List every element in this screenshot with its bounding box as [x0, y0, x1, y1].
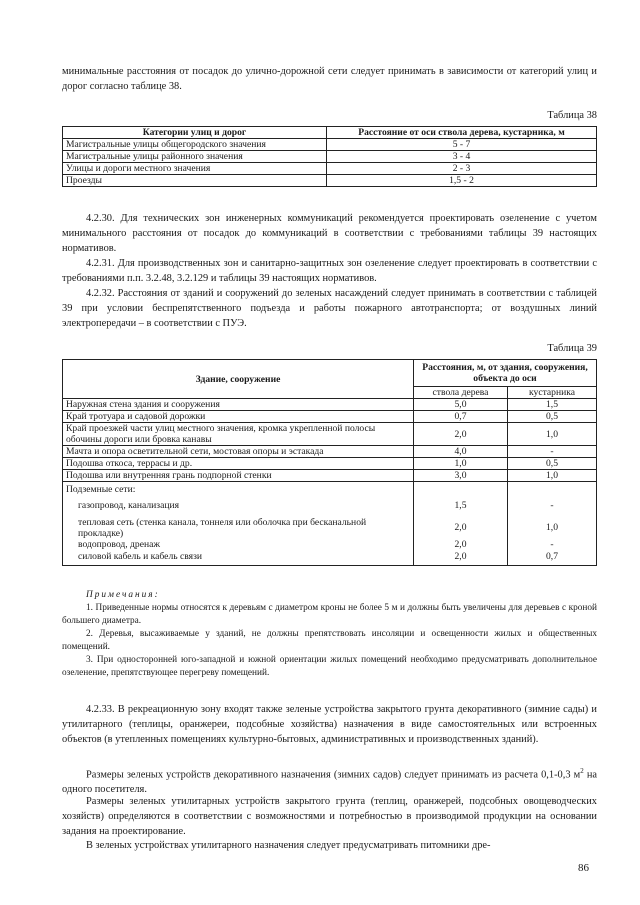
table38-cell: 5 - 7: [327, 139, 597, 151]
paragraph-4-2-32: 4.2.32. Расстояния от зданий и сооружений до зеленых насаждений следует принимать в соответствии с таблицей 39 при условии беспрепятственного подъезда и работы пожарного автотранспорта; от воздушных линий электропередачи – в соответствии с ПУЭ.: [62, 288, 597, 329]
table38-header-category: Категории улиц и дорог: [63, 127, 327, 139]
table38-header-distance: Расстояние от оси ствола дерева, кустарника, м: [327, 127, 597, 139]
table39-cell-tree: 0,7: [414, 411, 508, 423]
note-item: 1. Приведенные нормы относятся к деревьям с диаметром кроны не более 5 м и должны быть увеличены для деревьев с кроной большего диаметра.: [62, 603, 597, 626]
table-row: [63, 446, 597, 458]
paragraph-4-2-30: 4.2.30. Для технических зон инженерных коммуникаций рекомендуется проектировать озеленение с учетом минимального расстояния от посадок до коммуникаций в соответствии с требованиями таблицы 39 настоящих нормативов.: [62, 213, 597, 254]
table-39: [62, 359, 597, 566]
table39-header-distance: Расстояния, м, от здания, сооружения, объекта до оси: [414, 360, 597, 387]
paragraph-utilitarian: Размеры зеленых утилитарных устройств закрытого грунта (теплиц, оранжерей, подсобных овощеводческих хозяйств) определяются в соответствии с возможностями и потребностью в производимой продукции на основании задания на проектирование.: [62, 796, 597, 837]
table39-header-row: [63, 360, 597, 387]
network-tree-value: 2,0: [454, 551, 467, 562]
table38-cell: Магистральные улицы районного значения: [63, 151, 327, 163]
table38-caption: Таблица 38: [547, 110, 597, 121]
table39-cell-name: Подошва или внутренняя грань подпорной стенки: [63, 470, 414, 482]
table-row: [63, 411, 597, 423]
table38-header-row: [63, 127, 597, 139]
network-shrub-value: 1,0: [546, 522, 558, 533]
notes-heading: Примечания:: [86, 590, 160, 600]
table38-cell: Проезды: [63, 175, 327, 187]
table-38: [62, 126, 597, 187]
table38-cell: 3 - 4: [327, 151, 597, 163]
table38-cell: Магистральные улицы общегородского значения: [63, 139, 327, 151]
table39-cell-shrub: 1,0: [508, 470, 597, 482]
sizes-superscript: 2: [580, 767, 584, 775]
table39-cell-tree: 2,0: [414, 423, 508, 446]
table39-cell-shrub: 0,5: [508, 458, 597, 470]
notes-block: [62, 589, 597, 680]
note-item: 3. При односторонней юго-западной и южной ориентации жилых помещений необходимо предусматривать дополнительное озеленение, препятствующее перегреву помещений.: [62, 655, 597, 678]
sizes-text-b: на одного посетителя.: [62, 769, 597, 796]
table-row: [63, 482, 597, 566]
network-shrub-value: -: [550, 500, 554, 511]
table-row: [63, 399, 597, 411]
table38-cell: 1,5 - 2: [327, 175, 597, 187]
table39-header-shrub: кустарника: [508, 387, 597, 399]
table39-caption: Таблица 39: [547, 343, 597, 354]
network-item: водопровод, дренаж: [78, 539, 161, 550]
networks-tree-cell: [414, 482, 508, 566]
network-item: силовой кабель и кабель связи: [78, 551, 202, 562]
table39-header-building: Здание, сооружение: [63, 360, 414, 399]
network-shrub-value: 0,7: [546, 551, 558, 562]
table39-cell-tree: 1,0: [414, 458, 508, 470]
table39-cell-tree: 5,0: [414, 399, 508, 411]
table39-cell-shrub: 0,5: [508, 411, 597, 423]
paragraph-4-2-33: 4.2.33. В рекреационную зону входят также зеленые устройства закрытого грунта декоративного (зимние сады) и утилитарного (теплицы, оранжереи, подсобные хозяйства) назначения в виде самостоятельных или встроенных объектов (в утепленных помещениях культурно-бытовых, административных и производственных зданий).: [62, 704, 597, 745]
table39-cell-name: Край тротуара и садовой дорожки: [63, 411, 414, 423]
page-number: 86: [578, 862, 589, 874]
table38-cell: Улицы и дороги местного значения: [63, 163, 327, 175]
sizes-text-a: Размеры зеленых устройств декоративного назначения (зимних садов) следует принимать из расчета 0,1-0,3 м: [86, 769, 581, 781]
table-row: [63, 139, 597, 151]
table39-cell-shrub: 1,5: [508, 399, 597, 411]
network-item: газопровод, канализация: [78, 500, 180, 511]
network-tree-value: 2,0: [454, 539, 467, 550]
table39-cell-name: Подошва откоса, террасы и др.: [63, 458, 414, 470]
table39-header-trunk: ствола дерева: [414, 387, 508, 399]
table39-cell-shrub: 1,0: [508, 423, 597, 446]
networks-shrub-cell: [508, 482, 597, 566]
table39-cell-name: Наружная стена здания и сооружения: [63, 399, 414, 411]
network-tree-value: 1,5: [454, 500, 467, 511]
table-row: [63, 458, 597, 470]
network-tree-value: 2,0: [454, 522, 467, 533]
network-item: тепловая сеть (стенка канала, тоннеля или оболочка при бесканальной прокладке): [78, 517, 367, 539]
table39-cell-shrub: -: [508, 446, 597, 458]
table39-cell-tree: 3,0: [414, 470, 508, 482]
table-row: [63, 423, 597, 446]
note-item: 2. Деревья, высаживаемые у зданий, не должны препятствовать инсоляции и освещенности жилых и общественных помещений.: [62, 629, 597, 652]
networks-title: Подземные сети:: [66, 484, 136, 495]
paragraph-4-2-31: 4.2.31. Для производственных зон и санитарно-защитных зон озеленение следует проектировать в соответствии с требованиями п.п. 3.2.48, 3.2.129 и таблицы 39 настоящих нормативов.: [62, 258, 597, 284]
network-shrub-value: -: [550, 539, 554, 550]
table39-networks-cell: [63, 482, 414, 566]
table-row: [63, 151, 597, 163]
table39-cell-name: Мачта и опора осветительной сети, мостовая опоры и эстакада: [63, 446, 414, 458]
table39-cell-name: Край проезжей части улиц местного значения, кромка укрепленной полосы обочины дороги или бровка канавы: [63, 423, 414, 446]
intro-paragraph: минимальные расстояния от посадок до улично-дорожной сети следует принимать в зависимости от категорий улиц и дорог согласно таблице 38.: [62, 66, 597, 92]
table-row: [63, 470, 597, 482]
paragraph-last: В зеленых устройствах утилитарного назначения следует предусматривать питомники дре-: [86, 840, 491, 851]
table39-cell-tree: 4,0: [414, 446, 508, 458]
table38-cell: 2 - 3: [327, 163, 597, 175]
paragraph-decorative-sizes: [62, 764, 597, 797]
table-row: [63, 175, 597, 187]
table-row: [63, 163, 597, 175]
